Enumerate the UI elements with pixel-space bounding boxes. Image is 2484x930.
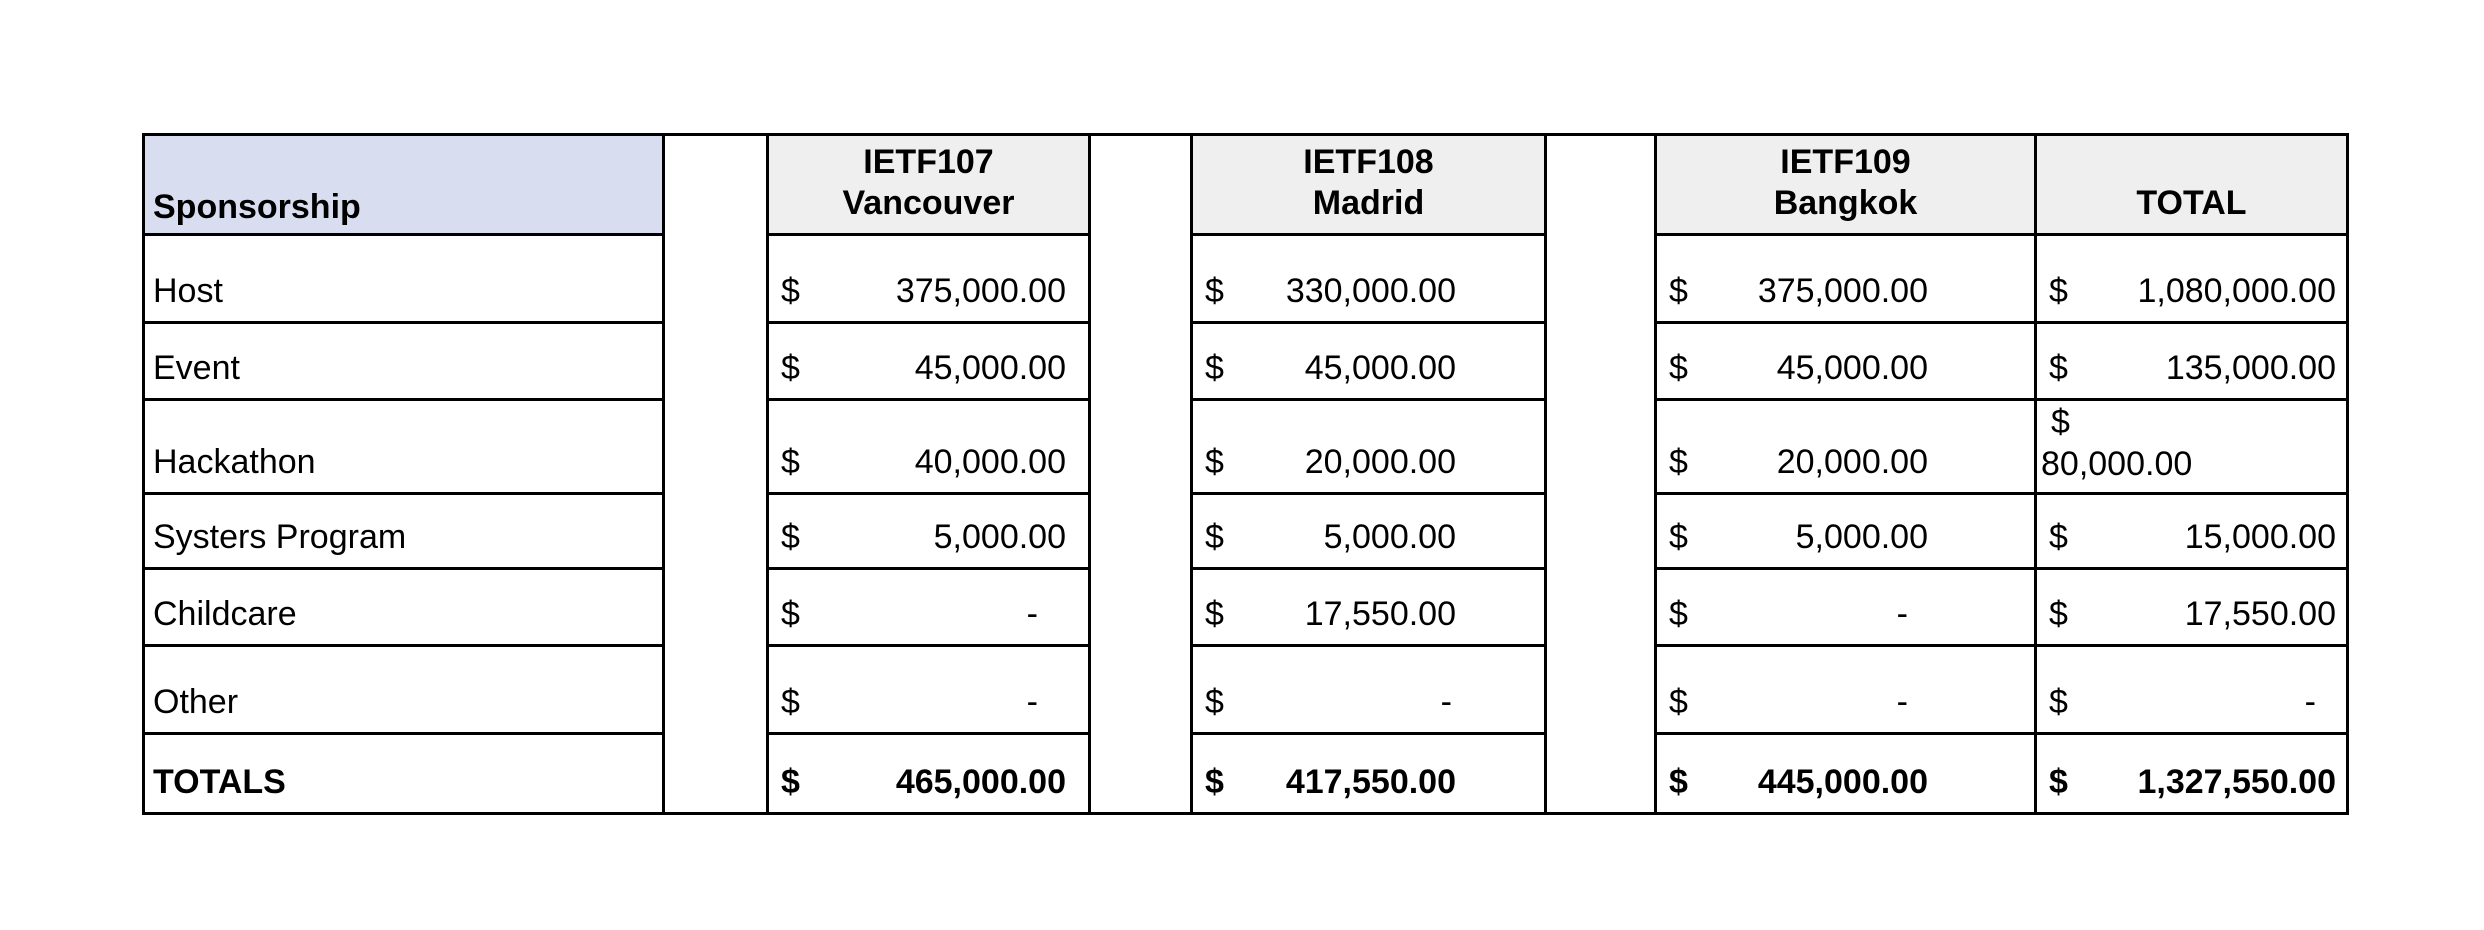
cell-c107 [768,733,1090,813]
row-label-cell: Host [144,234,664,322]
cell-c108 [1192,493,1546,568]
currency-symbol: $ [2049,271,2068,310]
table-header-row [144,135,2348,235]
currency-symbol: $ [1669,682,1688,721]
cell-c109 [1656,399,2036,493]
cell-c109 [1656,733,2036,813]
currency-symbol: $ [2049,594,2068,633]
sponsorship-table [142,133,2349,815]
cell-amount: 465,000.00 [895,762,1066,801]
table-row [144,568,2348,645]
row-label-cell: Event [144,322,664,399]
cell-c109 [1656,322,2036,399]
cell-amount: 45,000.00 [1304,348,1456,387]
cell-amount: - [1896,594,1908,633]
cell-amount: - [1026,682,1038,721]
currency-symbol: $ [781,348,800,387]
total-header-cell: TOTAL [2036,135,2348,235]
cell-c107 [768,493,1090,568]
currency-symbol: $ [1669,442,1688,481]
meeting-number: IETF107 [863,143,994,181]
cell-c107 [768,234,1090,322]
cell-amount: - [2304,682,2316,721]
cell-c109 [1656,493,2036,568]
table-row [144,733,2348,813]
currency-symbol: $ [781,594,800,633]
row-label-cell: TOTALS [144,733,664,813]
cell-amount: 417,550.00 [1285,762,1456,801]
cell-amount: 1,080,000.00 [2137,271,2336,310]
sponsorship-header-cell: Sponsorship [144,135,664,235]
currency-symbol: $ [1205,517,1224,556]
cell-ctotal [2036,568,2348,645]
meeting-number: IETF108 [1303,143,1434,181]
cell-c108 [1192,234,1546,322]
currency-symbol: $ [781,517,800,556]
cell-ctotal [2036,399,2348,493]
currency-symbol: $ [781,682,800,721]
cell-ctotal [2036,322,2348,399]
cell-ctotal [2036,234,2348,322]
cell-amount: 445,000.00 [1757,762,1928,801]
ietf108-header-cell [1192,135,1546,235]
cell-amount: 80,000.00 [2041,445,2193,484]
cell-amount: 375,000.00 [895,271,1066,310]
currency-symbol: $ [2049,517,2068,556]
currency-symbol: $ [1669,271,1688,310]
cell-c108 [1192,733,1546,813]
cell-amount: 135,000.00 [2165,348,2336,387]
currency-symbol: $ [1205,594,1224,633]
row-label-cell: Hackathon [144,399,664,493]
currency-symbol: $ [1205,682,1224,721]
cell-ctotal [2036,645,2348,733]
cell-amount: 330,000.00 [1285,271,1456,310]
spacer-column-2 [1090,135,1192,814]
currency-symbol: $ [2049,682,2068,721]
cell-amount: 375,000.00 [1757,271,1928,310]
cell-amount: - [1896,682,1908,721]
cell-c107 [768,645,1090,733]
cell-amount: 40,000.00 [914,442,1066,481]
currency-symbol: $ [2049,348,2068,387]
meeting-city: Bangkok [1773,184,1918,223]
cell-c107 [768,568,1090,645]
cell-amount: 17,550.00 [2184,594,2336,633]
currency-symbol: $ [1205,762,1224,801]
currency-symbol: $ [781,762,800,801]
currency-symbol: $ [2051,402,2070,441]
cell-amount: 20,000.00 [1304,442,1456,481]
meeting-city: Madrid [1312,184,1425,223]
cell-amount: 15,000.00 [2184,517,2336,556]
ietf109-header-cell [1656,135,2036,235]
cell-amount: 5,000.00 [933,517,1066,556]
cell-c108 [1192,568,1546,645]
cell-amount: 45,000.00 [914,348,1066,387]
cell-amount: - [1026,594,1038,633]
cell-c108 [1192,322,1546,399]
meeting-number: IETF109 [1780,143,1911,181]
meeting-city: Vancouver [842,184,1015,223]
currency-symbol: $ [1669,348,1688,387]
currency-symbol: $ [781,271,800,310]
currency-symbol: $ [1669,762,1688,801]
table-row [144,645,2348,733]
cell-amount: 20,000.00 [1776,442,1928,481]
cell-amount: 1,327,550.00 [2137,762,2336,801]
cell-amount: 45,000.00 [1776,348,1928,387]
row-label-cell: Systers Program [144,493,664,568]
cell-c107 [768,399,1090,493]
row-label-cell: Childcare [144,568,664,645]
table-row [144,322,2348,399]
table-row [144,234,2348,322]
cell-amount: 5,000.00 [1323,517,1456,556]
cell-c108 [1192,645,1546,733]
cell-ctotal [2036,493,2348,568]
cell-amount: 5,000.00 [1795,517,1928,556]
cell-amount: - [1440,682,1452,721]
row-label-cell: Other [144,645,664,733]
currency-symbol: $ [1205,348,1224,387]
cell-c109 [1656,645,2036,733]
table-row [144,493,2348,568]
currency-symbol: $ [2049,762,2068,801]
table-row [144,399,2348,493]
cell-c108 [1192,399,1546,493]
currency-symbol: $ [1205,271,1224,310]
currency-symbol: $ [781,442,800,481]
spacer-column-1 [664,135,768,814]
spacer-column-3 [1546,135,1656,814]
cell-c107 [768,322,1090,399]
cell-c109 [1656,234,2036,322]
cell-ctotal [2036,733,2348,813]
currency-symbol: $ [1669,594,1688,633]
cell-c109 [1656,568,2036,645]
ietf107-header-cell [768,135,1090,235]
currency-symbol: $ [1669,517,1688,556]
currency-symbol: $ [1205,442,1224,481]
cell-amount: 17,550.00 [1304,594,1456,633]
